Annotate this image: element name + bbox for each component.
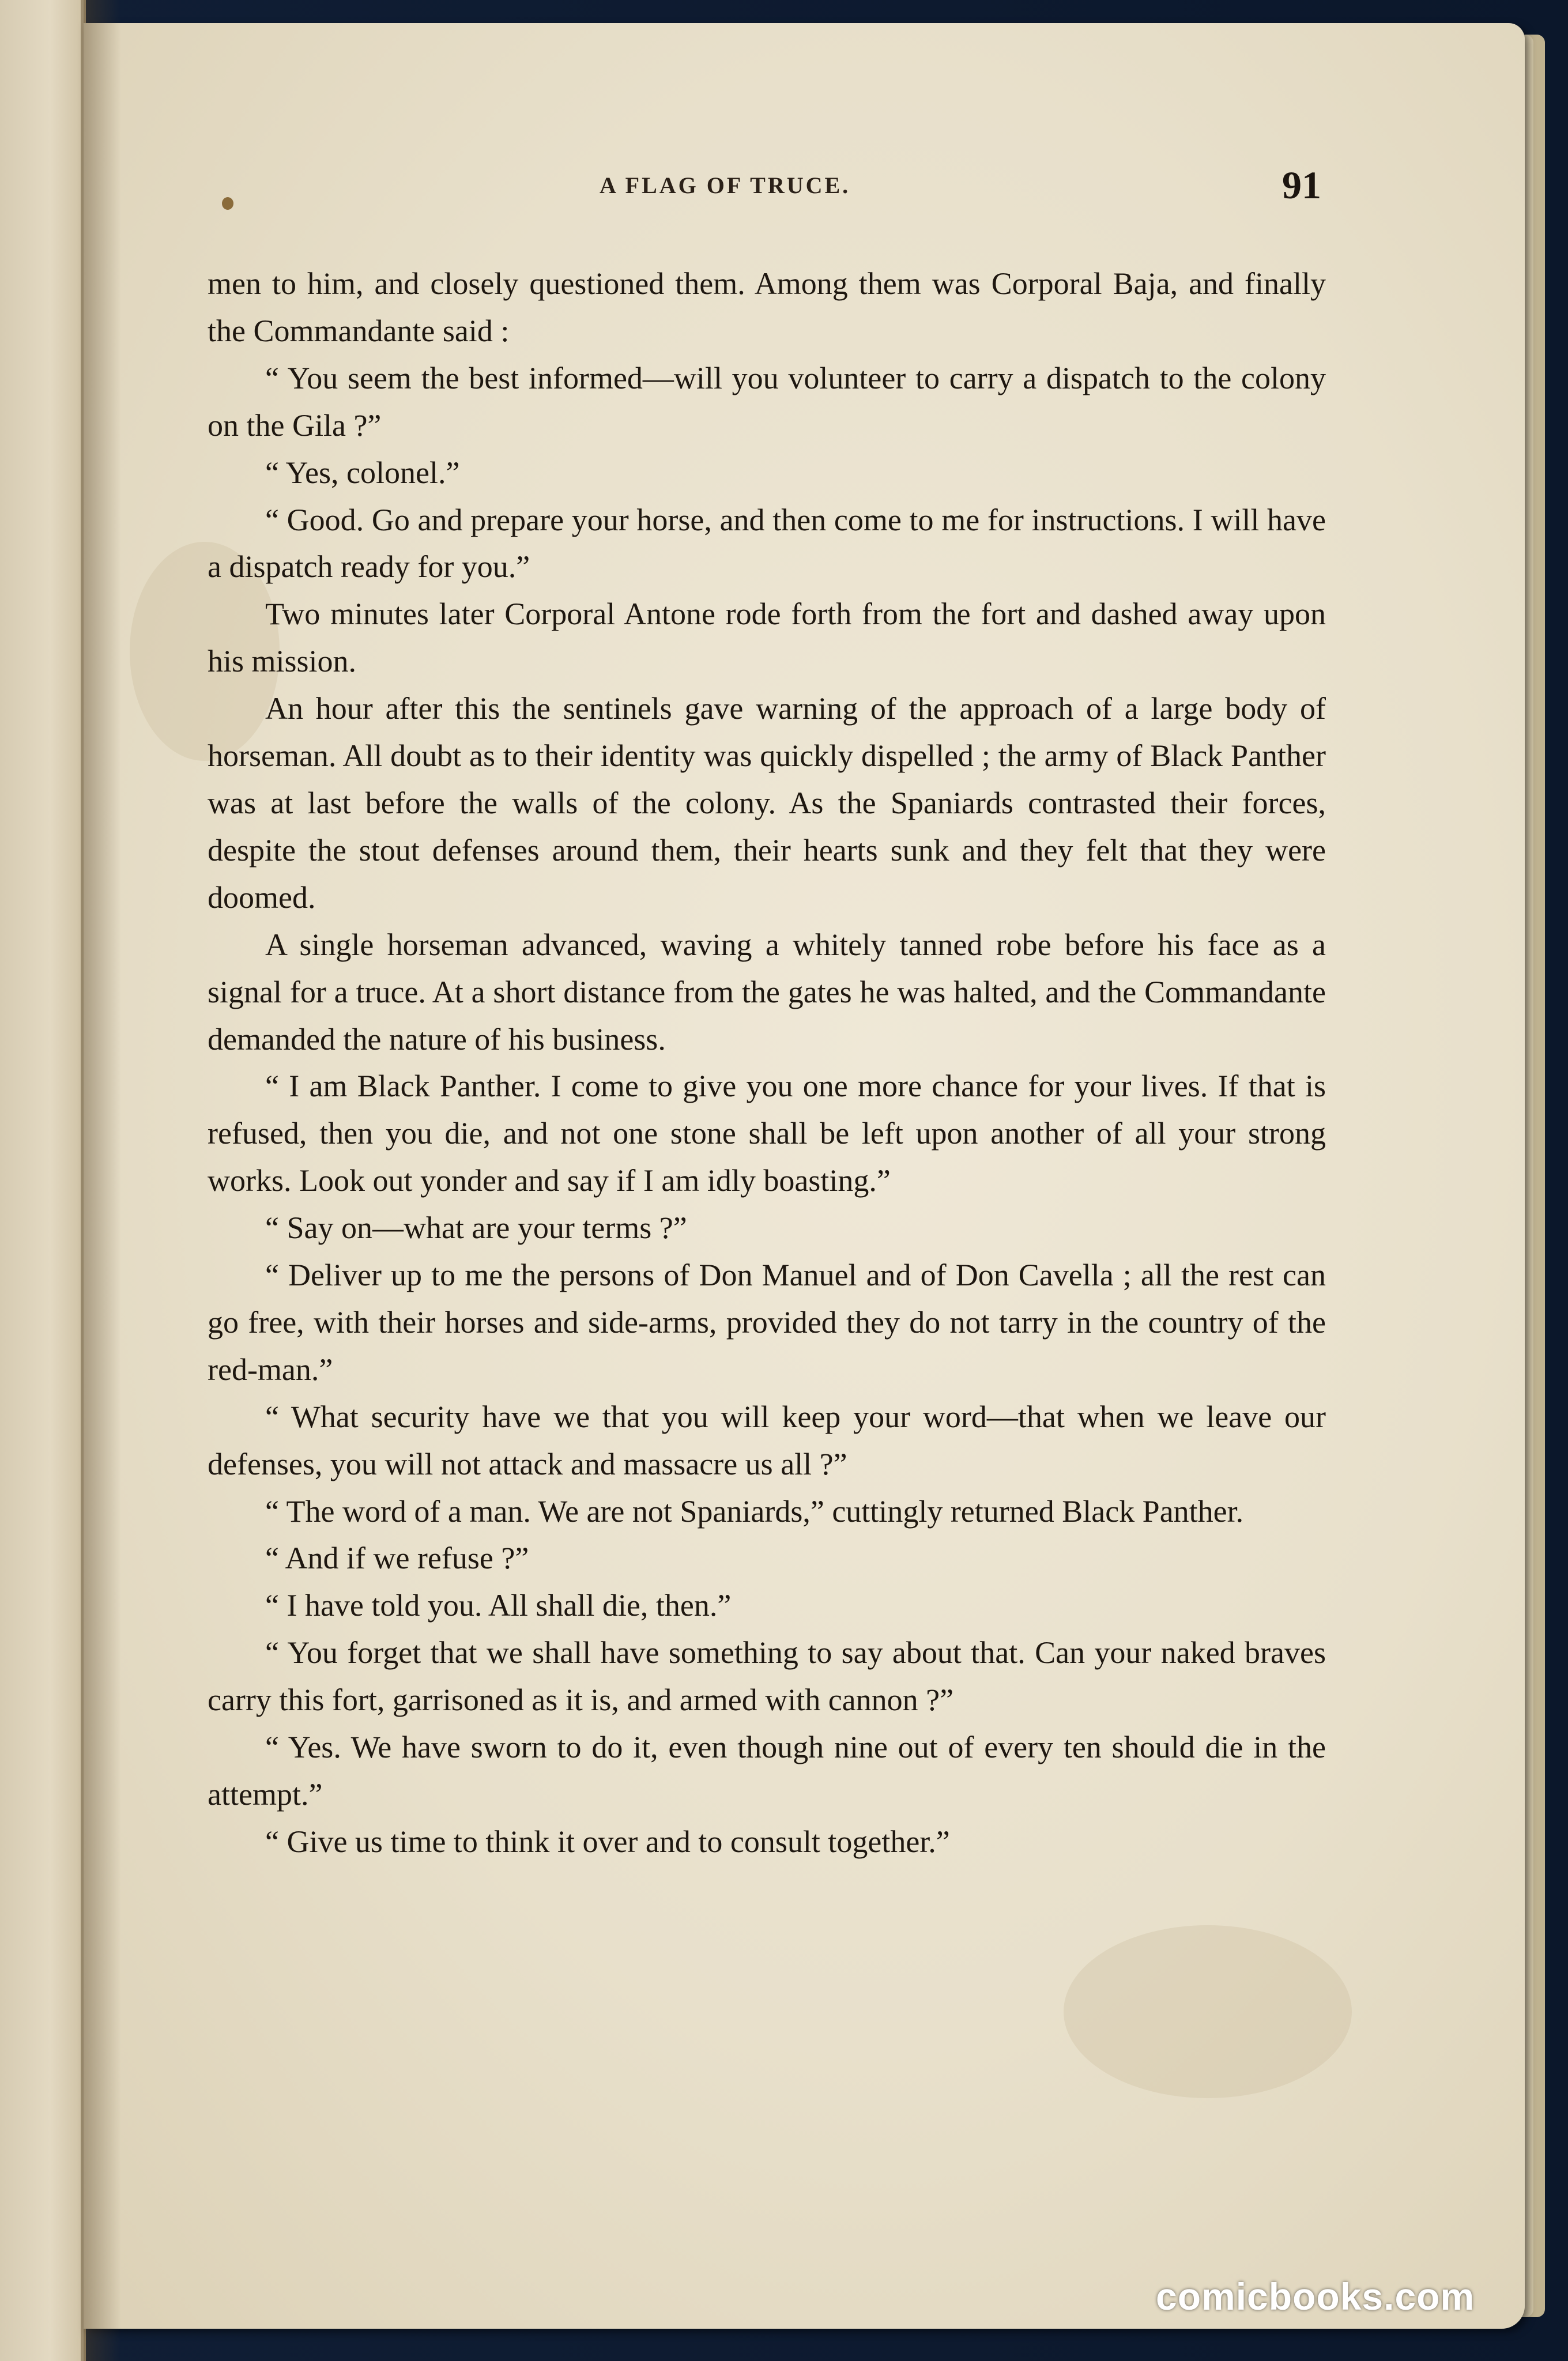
paragraph: “ What security have we that you will keep your word—that when we leave our defenses, you will not attack and massacre us all ?”	[208, 1399, 1326, 1481]
paragraph: “ Give us time to think it over and to consult together.”	[265, 1824, 950, 1859]
facing-page-strip	[0, 0, 86, 2361]
ink-spot	[222, 197, 233, 210]
paragraph: men to him, and closely questioned them. Among them was Corporal Baja, and finally the Commandante said :	[208, 266, 1326, 348]
paragraph: A single horseman advanced, waving a whitely tanned robe before his face as a signal for a truce. At a short distance from the gates he was halted, and the Commandante demanded the nature of his business.	[208, 927, 1326, 1057]
page-number: 91	[1282, 163, 1321, 207]
paragraph: An hour after this the sentinels gave warning of the approach of a large body of horseman. All doubt as to their identity was quickly dispelled ; the army of Black Panther was at last before the walls of the colony. As the Spaniards contrasted their forces, despite the stout defenses around them, their hearts sunk and they felt that they were doomed.	[208, 691, 1326, 915]
gutter-shadow	[81, 0, 121, 2361]
paragraph: “ Deliver up to me the persons of Don Manuel and of Don Cavella ; all the rest can go free, with their horses and side-arms, provided they do not tarry in the country of the red-man.”	[208, 1258, 1326, 1387]
paragraph: “ You forget that we shall have something to say about that. Can your naked braves carry this fort, garrisoned as it is, and armed with cannon ?”	[208, 1635, 1326, 1718]
paper-stain	[1064, 1925, 1352, 2098]
paragraph: “ Say on—what are your terms ?”	[265, 1210, 687, 1246]
body-text	[208, 261, 1326, 1866]
paragraph: “ The word of a man. We are not Spaniards,” cuttingly returned Black Panther.	[265, 1493, 1244, 1529]
paragraph: “ I am Black Panther. I come to give you one more chance for your lives. If that is refused, then you die, and not one stone shall be left upon another of all your strong works. Look out yonder and say if I am idly boasting.”	[208, 1069, 1326, 1198]
site-watermark: comicbooks.com	[1156, 2275, 1475, 2318]
paragraph: Two minutes later Corporal Antone rode forth from the fort and dashed away upon his mission.	[208, 597, 1326, 679]
paragraph: “ Good. Go and prepare your horse, and then come to me for instructions. I will have a dispatch ready for you.”	[208, 502, 1326, 584]
paragraph: “ You seem the best informed—will you volunteer to carry a dispatch to the colony on the Gila ?”	[208, 360, 1326, 443]
paragraph: “ Yes. We have sworn to do it, even though nine out of every ten should die in the attempt.”	[208, 1730, 1326, 1812]
paragraph: “ I have told you. All shall die, then.”	[265, 1588, 732, 1623]
paragraph: “ Yes, colonel.”	[265, 455, 460, 490]
paragraph: “ And if we refuse ?”	[265, 1541, 529, 1576]
running-head: A FLAG OF TRUCE.	[600, 172, 851, 198]
